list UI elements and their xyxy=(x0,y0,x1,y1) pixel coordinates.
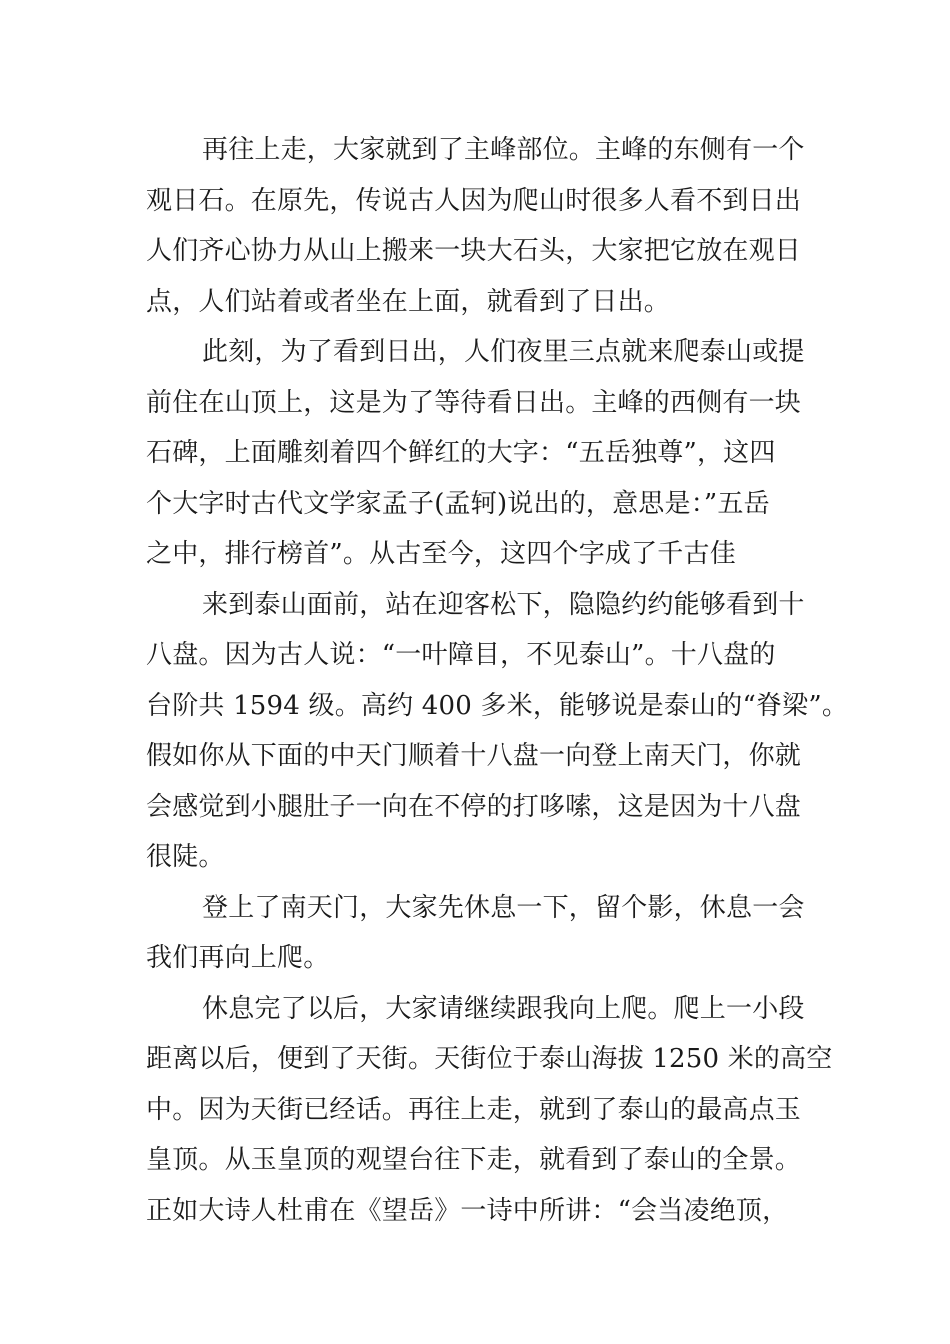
text-line: 来到泰山面前，站在迎客松下，隐隐约约能够看到十 xyxy=(202,589,805,620)
text-line: 石碑，上面雕刻着四个鲜红的大字：“五岳独尊”，这四 xyxy=(146,438,776,468)
text-line: 皇顶。从玉皇顶的观望台往下走，就看到了泰山的全景。 xyxy=(146,1145,802,1175)
text-line: 很陡。 xyxy=(146,842,225,872)
paragraph xyxy=(146,883,816,984)
text-line: 点，人们站着或者坐在上面，就看到了日出。 xyxy=(146,286,671,317)
text-line: 台阶共 1594 级。高约 400 多米，能够说是泰山的“脊梁”。 xyxy=(146,690,849,721)
text-line: 登上了南天门，大家先休息一下，留个影，休息一会 xyxy=(202,892,805,923)
text-line: 会感觉到小腿肚子一向在不停的打哆嗦，这是因为十八盘 xyxy=(146,791,802,822)
text-line: 前住在山顶上，这是为了等待看日出。主峰的西侧有一块 xyxy=(146,387,802,418)
text-line: 中。因为天街已经话。再往上走，就到了泰山的最高点玉 xyxy=(146,1094,802,1125)
text-line: 之中，排行榜首”。从古至今，这四个字成了千古佳 xyxy=(146,539,736,569)
text-line: 休息完了以后，大家请继续跟我向上爬。爬上一小段 xyxy=(202,993,805,1024)
paragraph xyxy=(146,327,816,580)
text-line: 假如你从下面的中天门顺着十八盘一向登上南天门，你就 xyxy=(146,741,802,771)
body-text xyxy=(146,125,849,1236)
paragraph xyxy=(146,984,833,1237)
paragraph xyxy=(146,125,816,327)
text-line: 我们再向上爬。 xyxy=(146,943,330,973)
text-line: 距离以后，便到了天街。天街位于泰山海拔 1250 米的高空 xyxy=(146,1044,833,1074)
text-line: 再往上走，大家就到了主峰部位。主峰的东侧有一个 xyxy=(202,135,805,165)
text-line: 个大字时古代文学家孟子(孟轲)说出的，意思是：”五岳 xyxy=(146,488,770,519)
paragraph xyxy=(146,580,849,883)
text-line: 人们齐心协力从山上搬来一块大石头，大家把它放在观日 xyxy=(146,236,802,266)
text-line: 此刻，为了看到日出，人们夜里三点就来爬泰山或提 xyxy=(202,337,805,367)
text-line: 正如大诗人杜甫在《望岳》一诗中所讲：“会当凌绝顶， xyxy=(146,1195,789,1226)
text-line: 观日石。在原先，传说古人因为爬山时很多人看不到日出 xyxy=(146,185,802,216)
text-line: 八盘。因为古人说：“一叶障目，不见泰山”。十八盘的 xyxy=(146,640,776,670)
